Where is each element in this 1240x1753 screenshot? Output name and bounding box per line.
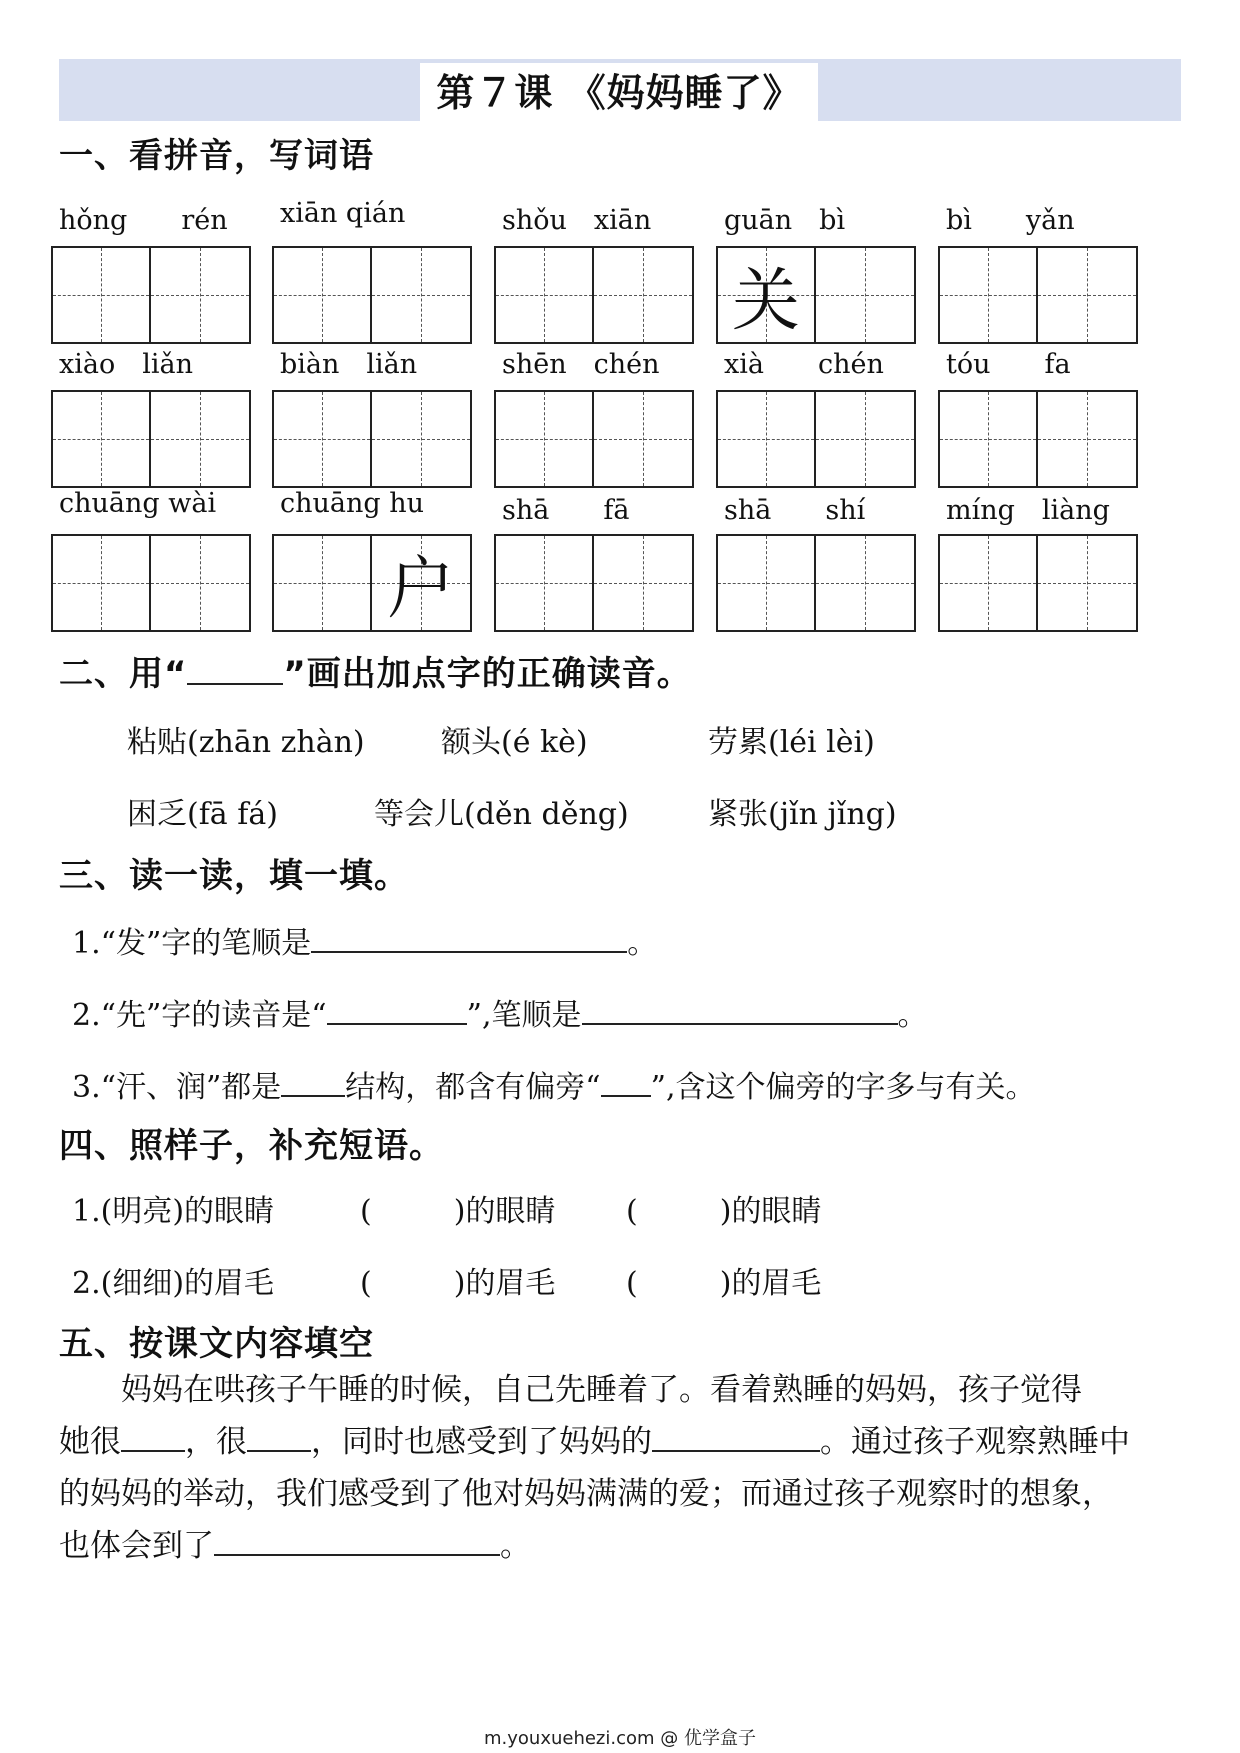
item-jinzhang[interactable]: 紧张(jǐn jǐng): [708, 797, 897, 832]
character-fill: [53, 392, 149, 486]
word-grid: [494, 534, 694, 632]
phrase-example-2: 2.(细细)的眉毛: [72, 1266, 275, 1301]
character-fill: [1038, 248, 1136, 342]
answer-blank[interactable]: [214, 1553, 500, 1556]
character-box[interactable]: [151, 246, 251, 344]
answer-blank[interactable]: [121, 1449, 185, 1452]
word-grid: [494, 246, 694, 344]
pinyin-label: biàn liǎn: [280, 349, 418, 380]
character-fill: [1038, 536, 1136, 630]
character-box[interactable]: [51, 390, 151, 488]
pinyin-label: shā shí: [724, 495, 866, 526]
word-grid: [272, 390, 472, 488]
item-etou[interactable]: 额头(é kè): [441, 725, 588, 760]
character-fill: [496, 392, 592, 486]
answer-blank[interactable]: [652, 1449, 820, 1452]
answer-blank[interactable]: [327, 1022, 467, 1025]
answer-blank[interactable]: [582, 1022, 898, 1025]
character-box[interactable]: [272, 390, 372, 488]
word-grid: [938, 246, 1138, 344]
character-box[interactable]: [51, 534, 151, 632]
character-fill: [940, 248, 1036, 342]
item-denghuier[interactable]: 等会儿(děn děng): [374, 797, 629, 832]
character-fill: [718, 536, 814, 630]
character-fill: [496, 536, 592, 630]
character-fill: [940, 392, 1036, 486]
character-box[interactable]: [51, 246, 151, 344]
word-grid: [51, 534, 251, 632]
character-fill: [151, 392, 249, 486]
character-fill: [372, 248, 470, 342]
character-fill: [151, 536, 249, 630]
character-box[interactable]: [938, 390, 1038, 488]
question-3: 3.“汗、润”都是 结构，都含有偏旁“ ”,含这个偏旁的字多与有关。: [72, 1070, 1036, 1105]
section4-heading: 四、照样子，补充短语。: [59, 1126, 444, 1166]
character-box[interactable]: [938, 534, 1038, 632]
character-box[interactable]: [816, 390, 916, 488]
character-box[interactable]: [151, 390, 251, 488]
pinyin-label: shǒu xiān: [502, 205, 652, 236]
word-grid: [938, 534, 1138, 632]
character-fill: [274, 536, 370, 630]
character-fill: [816, 248, 914, 342]
character-box[interactable]: [594, 390, 694, 488]
word-grid: [716, 246, 916, 344]
pinyin-label: shēn chén: [502, 349, 660, 380]
character-box[interactable]: [372, 534, 472, 632]
character-box[interactable]: [816, 534, 916, 632]
question-2: 2.“先”字的读音是“ ”,笔顺是 。: [72, 998, 928, 1033]
answer-blank[interactable]: [601, 1094, 651, 1097]
character-box[interactable]: [272, 534, 372, 632]
pinyin-label: xià chén: [724, 349, 884, 380]
character-box[interactable]: [594, 246, 694, 344]
word-grid: [272, 534, 472, 632]
item-zhantie[interactable]: 粘贴(zhān zhàn): [127, 725, 365, 760]
footer-watermark: m.youxuehezi.com @ 优学盒子: [483, 1728, 756, 1749]
page-title: 第７课 《妈妈睡了》: [420, 63, 818, 123]
character-box[interactable]: [1038, 390, 1138, 488]
character-fill: [594, 536, 692, 630]
character-fill: [372, 392, 470, 486]
character-fill: [816, 392, 914, 486]
character-box[interactable]: [1038, 534, 1138, 632]
word-grid: [716, 534, 916, 632]
word-grid: [51, 246, 251, 344]
phrase-blank-2b[interactable]: ( )的眉毛: [626, 1266, 822, 1301]
pinyin-label: míng liàng: [946, 495, 1110, 526]
pinyin-label: guān bì: [724, 205, 846, 236]
character-box[interactable]: [494, 390, 594, 488]
item-laolei[interactable]: 劳累(léi lèi): [708, 725, 875, 760]
character-box[interactable]: [494, 246, 594, 344]
character-fill: [274, 248, 370, 342]
character-box[interactable]: [716, 390, 816, 488]
pinyin-label: xiān qián: [280, 198, 406, 229]
word-grid: [938, 390, 1138, 488]
character-box[interactable]: [816, 246, 916, 344]
character-box[interactable]: [151, 534, 251, 632]
passage: 妈妈在哄孩子午睡的时候，自己先睡着了。看着熟睡的妈妈，孩子觉得 她很 ，很 ，同时也感受到了妈妈的 。通过孩子观察熟睡中 的妈妈的举动，我们感受到了他对妈妈满满的爱；而通过孩子观察时的想象， 也体会到了 。: [59, 1372, 1130, 1564]
character-fill: [53, 248, 149, 342]
pinyin-label: bì yǎn: [946, 205, 1075, 236]
answer-blank[interactable]: [281, 1094, 345, 1097]
character-box[interactable]: [716, 246, 816, 344]
character-box[interactable]: [1038, 246, 1138, 344]
pinyin-label: hǒng rén: [59, 205, 228, 236]
character-fill: [594, 392, 692, 486]
character-fill: [594, 248, 692, 342]
character-box[interactable]: [938, 246, 1038, 344]
answer-blank[interactable]: [247, 1449, 311, 1452]
character-box[interactable]: [494, 534, 594, 632]
pinyin-label: chuāng wài: [59, 488, 217, 519]
character-box[interactable]: [372, 390, 472, 488]
phrase-blank-1a[interactable]: ( )的眼睛: [360, 1194, 556, 1229]
character-fill: [53, 536, 149, 630]
character-box[interactable]: [372, 246, 472, 344]
character-fill: [1038, 392, 1136, 486]
phrase-blank-1b[interactable]: ( )的眼睛: [626, 1194, 822, 1229]
section2-heading: 二、用“ ”画出加点字的正确读音。: [59, 654, 692, 694]
phrase-example-1: 1.(明亮)的眼睛: [72, 1194, 275, 1229]
answer-blank[interactable]: [311, 950, 627, 953]
section1-heading: 一、看拼音，写词语: [59, 136, 374, 176]
character-fill: [816, 536, 914, 630]
word-grid: [494, 390, 694, 488]
phrase-blank-2a[interactable]: ( )的眉毛: [360, 1266, 556, 1301]
character-fill: 关: [731, 261, 800, 341]
character-fill: 户: [386, 549, 455, 629]
pinyin-label: chuāng hu: [280, 488, 425, 519]
question-1: 1.“发”字的笔顺是 。: [72, 926, 658, 961]
character-box[interactable]: [272, 246, 372, 344]
character-fill: [151, 248, 249, 342]
word-grid: [716, 390, 916, 488]
character-fill: [496, 248, 592, 342]
section3-heading: 三、读一读，填一填。: [59, 856, 409, 896]
section5-heading: 五、按课文内容填空: [59, 1324, 374, 1364]
character-box[interactable]: [594, 534, 694, 632]
character-box[interactable]: [716, 534, 816, 632]
character-fill: [940, 536, 1036, 630]
character-fill: [274, 392, 370, 486]
pinyin-label: xiào liǎn: [59, 349, 193, 380]
pinyin-label: shā fā: [502, 495, 630, 526]
character-fill: [718, 392, 814, 486]
pinyin-label: tóu fa: [946, 349, 1071, 380]
word-grid: [51, 390, 251, 488]
item-kunfa[interactable]: 困乏(fā fá): [127, 797, 278, 832]
word-grid: [272, 246, 472, 344]
